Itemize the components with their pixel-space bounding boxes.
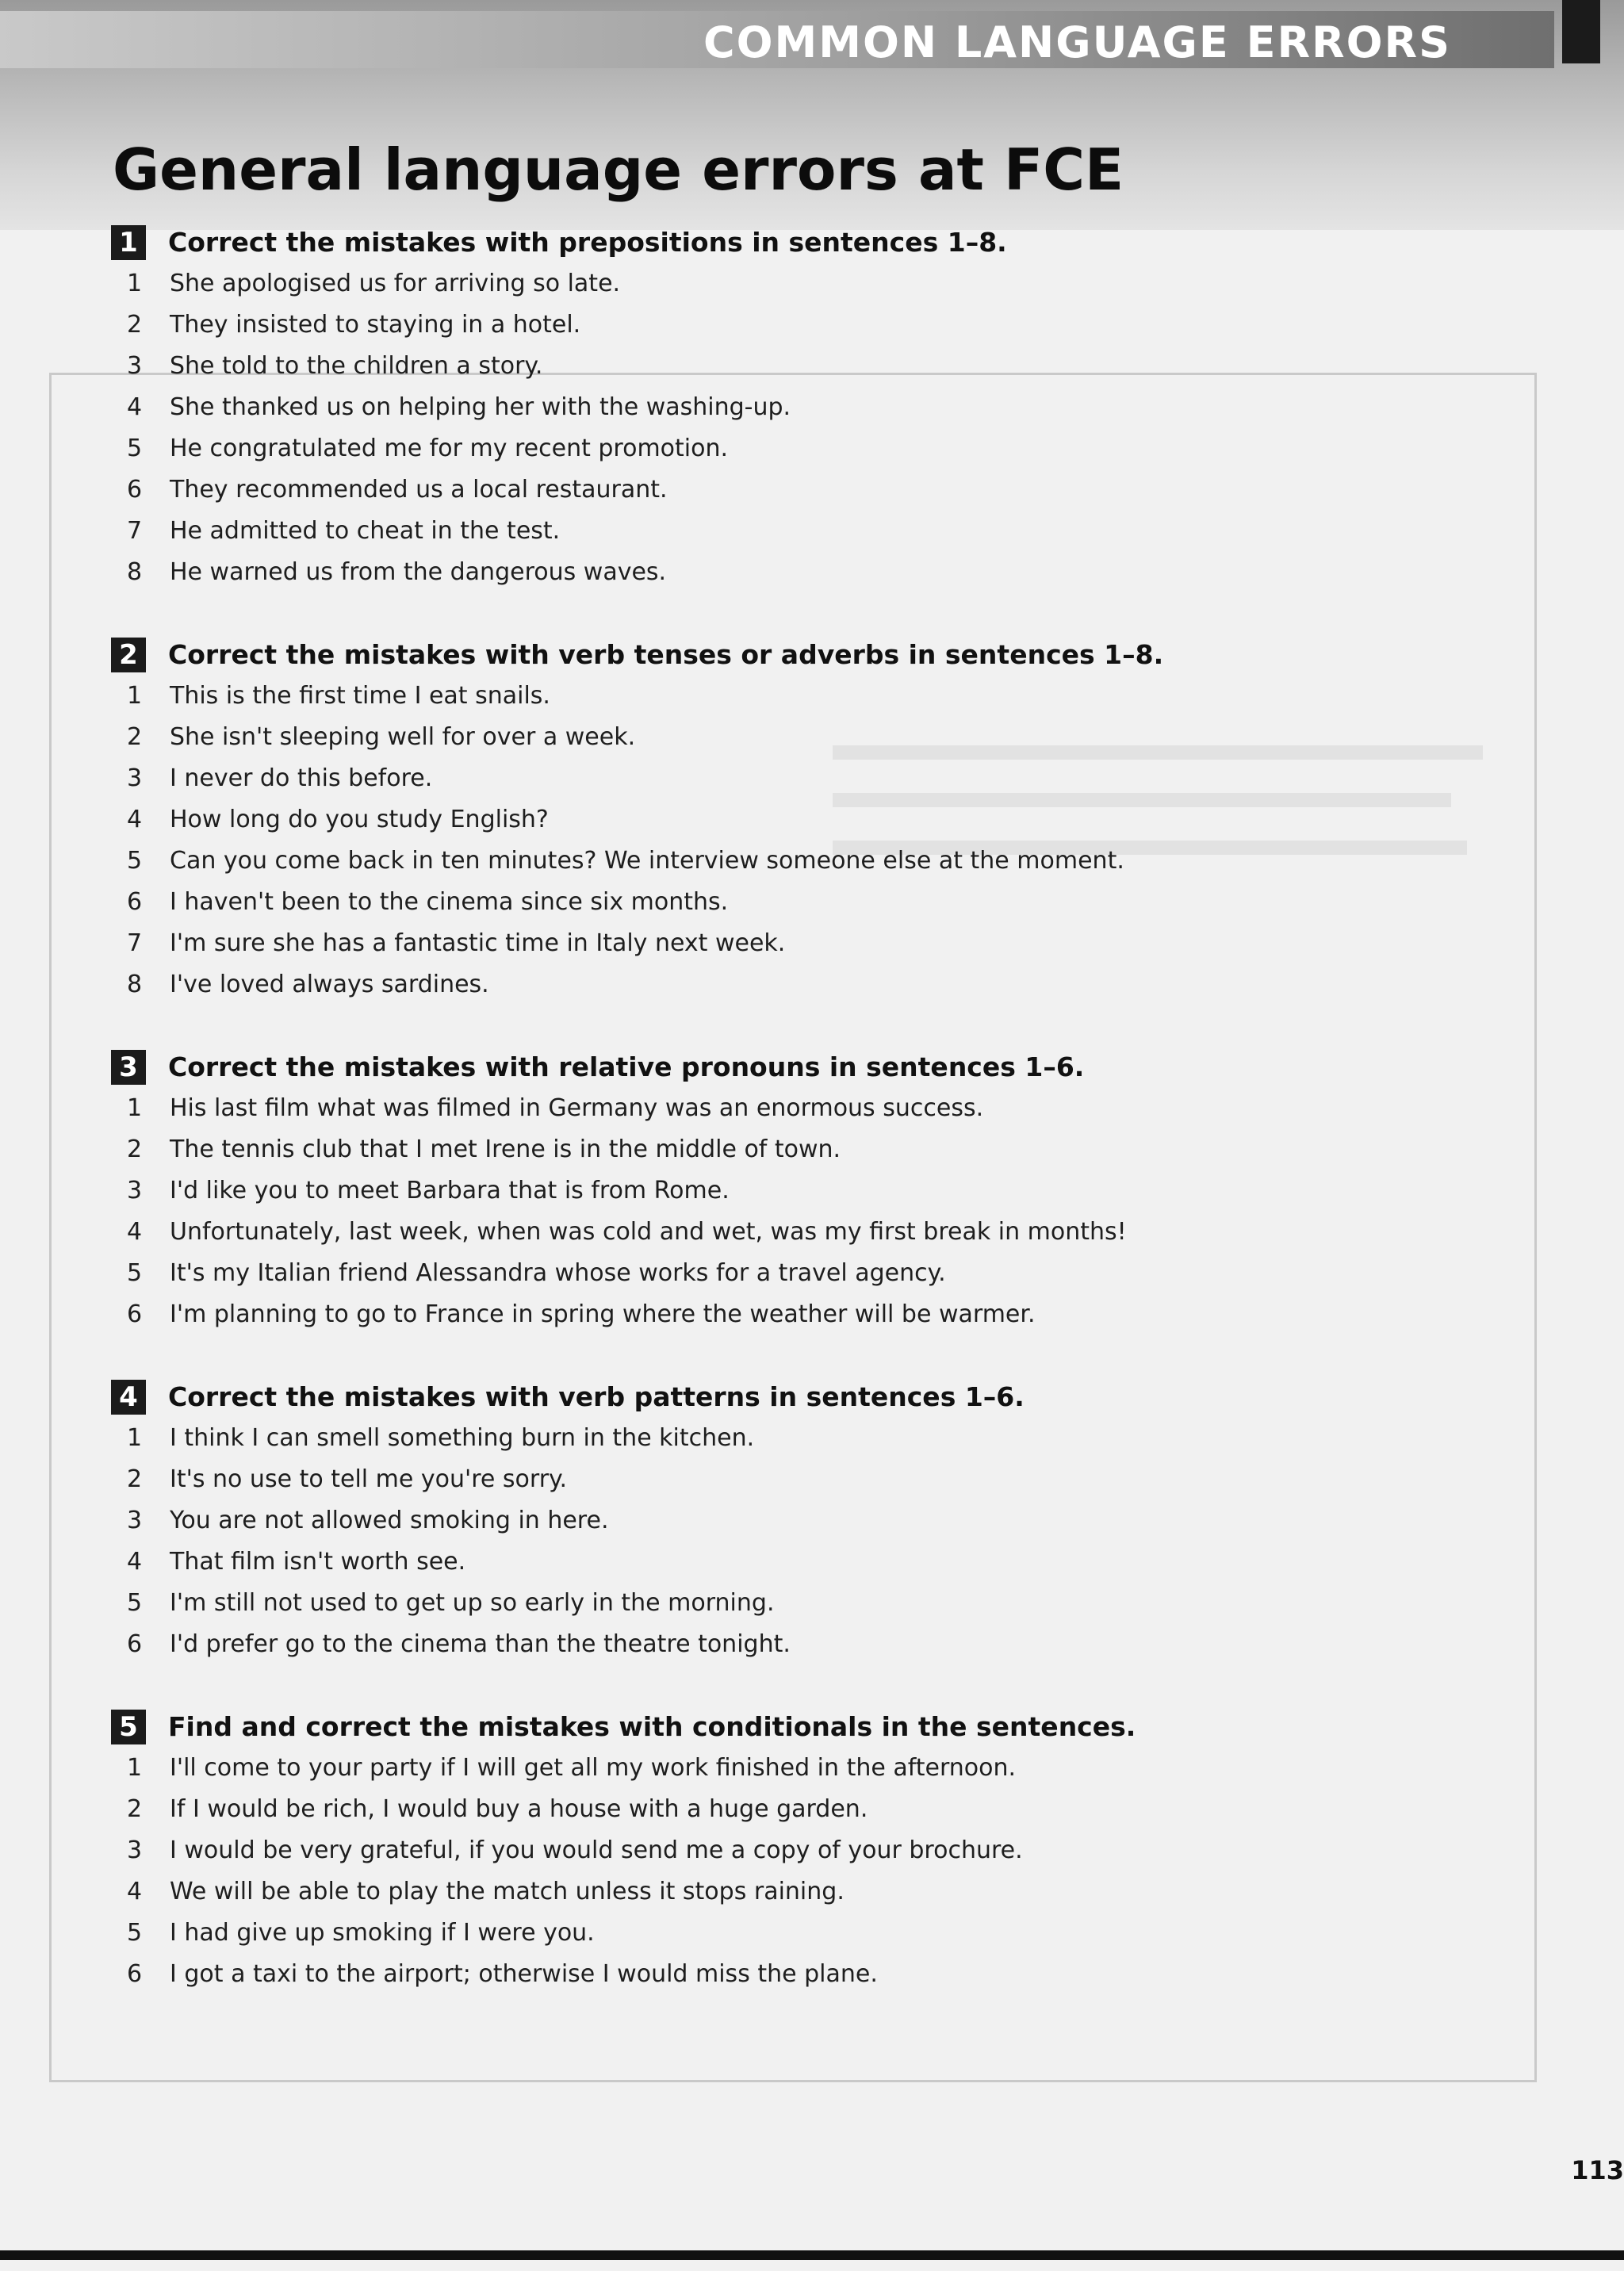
sentence-text: She isn't sleeping well for over a week. [170, 723, 636, 751]
sentence-text: I'm planning to go to France in spring where the weather will be warmer. [170, 1300, 1036, 1328]
sentence-number: 6 [127, 1960, 143, 1988]
sentence-item [111, 798, 1459, 839]
section-instruction: Correct the mistakes with prepositions in sentences 1–8. [168, 227, 1007, 258]
sentence-number: 8 [127, 558, 143, 586]
sentence-item [111, 1952, 1459, 1993]
sentence-list [111, 674, 1459, 1004]
section-number-badge: 1 [111, 225, 146, 260]
sentence-item [111, 963, 1459, 1004]
sentence-item [111, 1210, 1459, 1251]
header-tab-marker [1562, 0, 1600, 63]
sentence-number: 1 [127, 1424, 143, 1452]
section-header [111, 224, 1459, 262]
sentence-number: 5 [127, 847, 143, 875]
sentence-text: That film isn't worth see. [170, 1548, 466, 1576]
sentence-item [111, 921, 1459, 963]
sentence-item [111, 1540, 1459, 1581]
sentence-list [111, 1746, 1459, 1993]
sentence-number: 2 [127, 1465, 143, 1493]
section-number-badge: 2 [111, 638, 146, 672]
sentence-item [111, 715, 1459, 756]
sentence-text: The tennis club that I met Irene is in the middle of town. [170, 1136, 841, 1163]
sentence-item [111, 1251, 1459, 1293]
sentence-text: He admitted to cheat in the test. [170, 517, 561, 545]
sentence-number: 4 [127, 1218, 143, 1246]
sentence-number: 4 [127, 393, 143, 421]
sentence-item [111, 1128, 1459, 1169]
sentence-number: 2 [127, 1795, 143, 1823]
sentence-item [111, 262, 1459, 303]
sentence-text: They recommended us a local restaurant. [170, 476, 668, 504]
sentence-number: 3 [127, 1507, 143, 1534]
sentence-item [111, 1581, 1459, 1622]
sentence-text: If I would be rich, I would buy a house with a huge garden. [170, 1795, 868, 1823]
sentence-text: We will be able to play the match unless it stops raining. [170, 1878, 845, 1905]
sentence-item [111, 839, 1459, 880]
sentence-item [111, 385, 1459, 427]
sentence-number: 6 [127, 1300, 143, 1328]
section-header [111, 636, 1459, 674]
sentence-item [111, 674, 1459, 715]
sentence-number: 5 [127, 1919, 143, 1947]
sentence-item [111, 1457, 1459, 1499]
sentence-number: 1 [127, 682, 143, 710]
sentence-item [111, 427, 1459, 468]
sentence-text: I haven't been to the cinema since six months. [170, 888, 729, 916]
section-instruction: Correct the mistakes with relative pronouns in sentences 1–6. [168, 1051, 1085, 1082]
sentence-text: I'd prefer go to the cinema than the theatre tonight. [170, 1630, 791, 1658]
sentence-number: 7 [127, 929, 143, 957]
section-number-badge: 4 [111, 1380, 146, 1415]
sentence-list [111, 1416, 1459, 1664]
sentence-text: I had give up smoking if I were you. [170, 1919, 595, 1947]
section-instruction: Correct the mistakes with verb tenses or adverbs in sentences 1–8. [168, 639, 1164, 670]
section-header [111, 1048, 1459, 1086]
page-title: General language errors at FCE [113, 136, 1124, 203]
sentence-item [111, 880, 1459, 921]
sentence-item [111, 1293, 1459, 1334]
sentence-text: It's no use to tell me you're sorry. [170, 1465, 568, 1493]
sentence-item [111, 1169, 1459, 1210]
page-number: 113 [1571, 2155, 1624, 2185]
sentence-number: 2 [127, 1136, 143, 1163]
sentence-text: They insisted to staying in a hotel. [170, 311, 581, 339]
sentence-number: 6 [127, 1630, 143, 1658]
sentence-text: I'd like you to meet Barbara that is from Rome. [170, 1177, 730, 1204]
sentence-text: I think I can smell something burn in the kitchen. [170, 1424, 755, 1452]
sentence-text: I got a taxi to the airport; otherwise I would miss the plane. [170, 1960, 878, 1988]
sentence-number: 2 [127, 723, 143, 751]
sentence-item [111, 1416, 1459, 1457]
exercise-section-2 [111, 636, 1459, 1004]
sentence-text: Unfortunately, last week, when was cold and wet, was my first break in months! [170, 1218, 1127, 1246]
sentence-number: 1 [127, 1094, 143, 1122]
sentence-number: 3 [127, 1177, 143, 1204]
sentence-list [111, 1086, 1459, 1334]
sentence-number: 3 [127, 764, 143, 792]
sentence-item [111, 1870, 1459, 1911]
sentence-number: 2 [127, 311, 143, 339]
sentence-item [111, 550, 1459, 592]
sentence-text: I'm still not used to get up so early in the morning. [170, 1589, 775, 1617]
sentence-number: 5 [127, 435, 143, 462]
sentence-text: She told to the children a story. [170, 352, 543, 380]
sentence-item [111, 1829, 1459, 1870]
sentence-text: He warned us from the dangerous waves. [170, 558, 667, 586]
sentence-number: 5 [127, 1589, 143, 1617]
sentence-number: 3 [127, 352, 143, 380]
exercise-section-1 [111, 224, 1459, 592]
sentence-text: I've loved always sardines. [170, 971, 489, 998]
sentence-text: You are not allowed smoking in here. [170, 1507, 609, 1534]
sentence-number: 6 [127, 888, 143, 916]
sentence-number: 1 [127, 270, 143, 297]
sentence-text: Can you come back in ten minutes? We interview someone else at the moment. [170, 847, 1124, 875]
sentence-number: 8 [127, 971, 143, 998]
sentence-item [111, 1911, 1459, 1952]
sentence-text: This is the first time I eat snails. [170, 682, 550, 710]
section-number-badge: 5 [111, 1710, 146, 1744]
sentence-text: She thanked us on helping her with the washing-up. [170, 393, 791, 421]
sentence-item [111, 1622, 1459, 1664]
sentence-number: 6 [127, 476, 143, 504]
exercise-section-4 [111, 1378, 1459, 1664]
sentence-number: 4 [127, 806, 143, 833]
sentence-text: She apologised us for arriving so late. [170, 270, 621, 297]
sentence-text: How long do you study English? [170, 806, 549, 833]
sentence-text: I'll come to your party if I will get all my work finished in the afternoon. [170, 1754, 1017, 1782]
sentence-text: I never do this before. [170, 764, 433, 792]
sentence-item [111, 303, 1459, 344]
section-header [111, 1708, 1459, 1746]
sentence-text: I would be very grateful, if you would send me a copy of your brochure. [170, 1836, 1023, 1864]
sentence-text: His last film what was filmed in Germany was an enormous success. [170, 1094, 984, 1122]
section-header [111, 1378, 1459, 1416]
header-strip [0, 11, 1554, 68]
sentence-list [111, 262, 1459, 592]
sentence-item [111, 344, 1459, 385]
sentence-text: I'm sure she has a fantastic time in Italy next week. [170, 929, 786, 957]
sentence-number: 4 [127, 1548, 143, 1576]
sentence-number: 7 [127, 517, 143, 545]
section-number-badge: 3 [111, 1050, 146, 1085]
sentence-item [111, 756, 1459, 798]
section-instruction: Correct the mistakes with verb patterns in sentences 1–6. [168, 1381, 1025, 1412]
sentence-number: 4 [127, 1878, 143, 1905]
sentence-text: He congratulated me for my recent promotion. [170, 435, 729, 462]
sentence-item [111, 509, 1459, 550]
bottom-rule [0, 2250, 1624, 2260]
sentence-text: It's my Italian friend Alessandra whose works for a travel agency. [170, 1259, 946, 1287]
sentence-item [111, 1746, 1459, 1787]
sentence-item [111, 1086, 1459, 1128]
sentence-item [111, 468, 1459, 509]
sentence-item [111, 1499, 1459, 1540]
exercise-section-3 [111, 1048, 1459, 1334]
sentence-number: 1 [127, 1754, 143, 1782]
exercise-section-5 [111, 1708, 1459, 1993]
sentence-item [111, 1787, 1459, 1829]
section-instruction: Find and correct the mistakes with conditionals in the sentences. [168, 1711, 1136, 1742]
header-band-title: COMMON LANGUAGE ERRORS [703, 17, 1451, 67]
sentence-number: 5 [127, 1259, 143, 1287]
sentence-number: 3 [127, 1836, 143, 1864]
